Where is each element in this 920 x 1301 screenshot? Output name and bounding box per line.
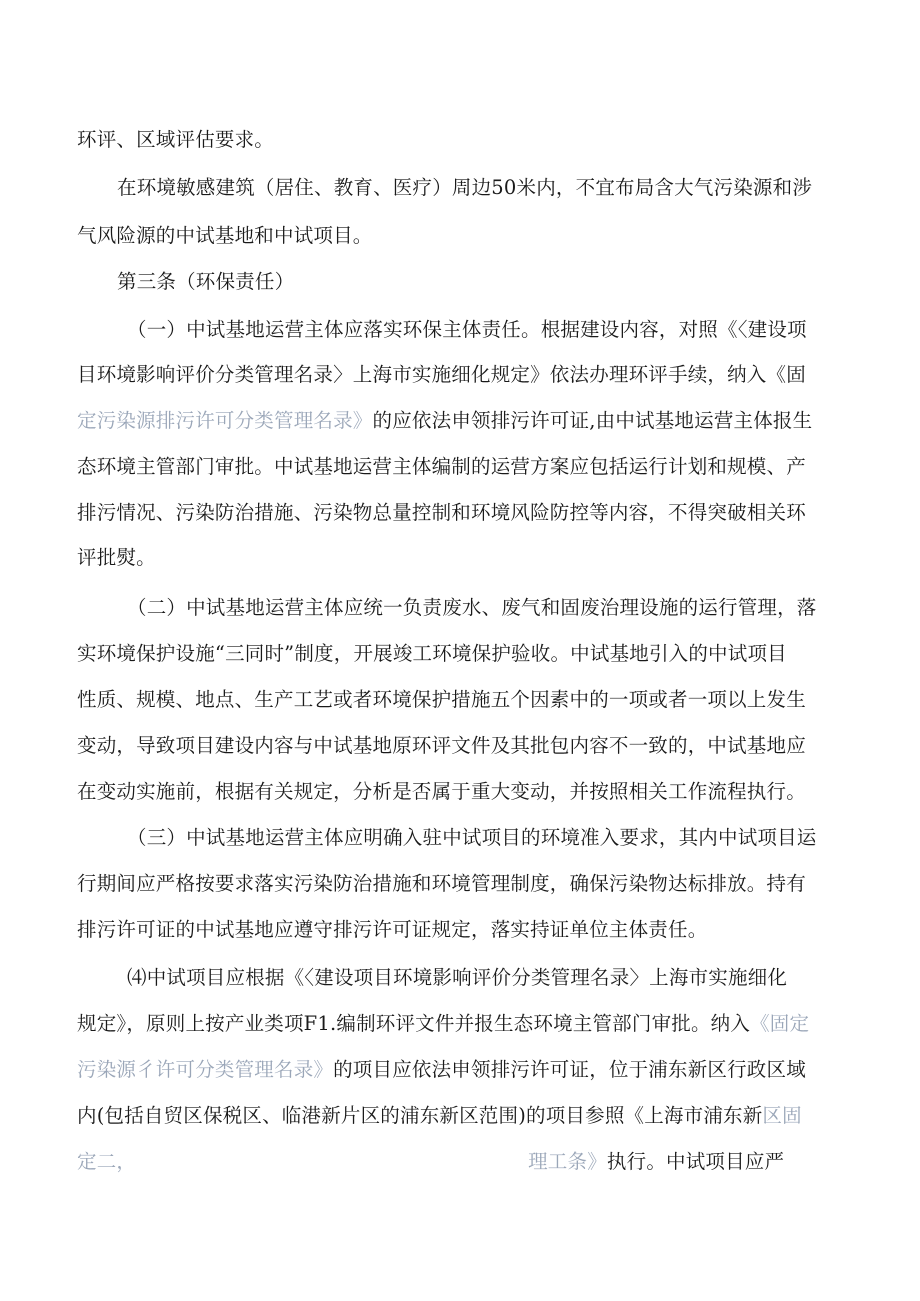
text-segment: 实环境保护设施“三同时”制度，开展竣工环境保护验收。中试基地引入的中试项目 <box>77 642 787 665</box>
text-line <box>77 1142 784 1182</box>
text-segment: 的应依法申领排污许可证,由中试基地运营主体报生 <box>372 409 813 432</box>
text-segment: （二）中试基地运营主体应统一负责废水、废气和固废治理设施的运行管理，落 <box>127 596 817 619</box>
text-segment: （一）中试基地运营主体应落实环保主体责任。根据建设内容，对照《〈建设项 <box>127 318 807 341</box>
text-segment: 规定》，原则上按产业类项F1.编制环评文件并报生态环境主管部门审批。纳入 <box>77 1012 751 1035</box>
text-segment: 气风险源的中试基地和中试项目。 <box>77 224 373 247</box>
text-line <box>127 818 817 858</box>
text-segment-faint: 区固 <box>762 1104 802 1127</box>
text-segment: ⑷中试项目应根据《〈建设项目环境影响评价分类管理名录〉上海市实施细化 <box>127 966 788 989</box>
text-segment-faint: 《固定 <box>750 1012 810 1035</box>
text-line <box>77 1050 806 1090</box>
text-line <box>77 1096 802 1136</box>
text-segment-faint: 定污染源排污许可分类管理名录》 <box>77 409 373 432</box>
text-segment: （三）中试基地运营主体应明确入驻中试项目的环境准入要求，其内中试项目运 <box>127 826 817 849</box>
text-line <box>77 401 812 441</box>
text-segment: 内(包括自贸区保税区、临港新片区的浦东新区范围)的项目参照《上海市浦东新 <box>77 1104 763 1127</box>
text-segment: 在变动实施前，根据有关规定，分析是否属于重大变动，并按照相关工作流程执行。 <box>77 780 806 803</box>
text-segment: 目环境影响评价分类管理名录〉上海市实施细化规定》依法办理环评手续，纳入《固 <box>77 363 806 386</box>
text-line <box>77 447 806 487</box>
text-line <box>77 726 806 766</box>
text-segment-faint: 定二， <box>77 1150 137 1173</box>
text-segment: 变动，导致项目建设内容与中试基地原环评文件及其批包内容不一致的，中试基地应 <box>77 734 806 757</box>
text-segment: 行期间应严格按要求落实污染防治措施和环境管理制度，确保污染物达标排放。持有 <box>77 872 806 895</box>
text-line <box>77 1004 809 1044</box>
text-line <box>77 910 707 950</box>
text-line <box>77 864 806 904</box>
text-line <box>77 493 806 533</box>
text-line <box>117 168 812 208</box>
text-line <box>77 538 156 578</box>
text-segment-faint: 污染源彳许可分类管理名录》 <box>77 1058 334 1081</box>
text-line <box>127 310 807 350</box>
text-line <box>77 634 787 674</box>
text-segment: 态环境主管部门审批。中试基地运营主体编制的运营方案应包括运行计划和规模、产 <box>77 455 806 478</box>
text-line <box>77 772 806 812</box>
text-segment: 排污情况、污染防治措施、污染物总量控制和环境风险防控等内容，不得突破相关环 <box>77 501 806 524</box>
section-heading <box>117 262 294 302</box>
text-segment: 的项目应依法申领排污许可证，位于浦东新区行政区域 <box>333 1058 806 1081</box>
text-line <box>77 355 806 395</box>
text-line <box>127 588 817 628</box>
text-segment-faint: 理工条》 <box>528 1150 607 1173</box>
text-segment: 排污许可证的中试基地应遵守排污许可证规定，落实持证单位主体责任。 <box>77 918 708 941</box>
text-line <box>127 958 787 998</box>
text-segment: 第三条（环保责任） <box>117 270 295 293</box>
text-segment: 性质、规模、地点、生产工艺或者环境保护措施五个因素中的一项或者一项以上发生 <box>77 688 806 711</box>
text-segment: 评批熨。 <box>77 546 156 569</box>
text-segment: 执行。中试项目应严 <box>606 1150 785 1173</box>
text-segment: 在环境敏感建筑（居住、教育、医疗）周边50米内，不宜布局含大气污染源和涉 <box>117 176 813 199</box>
text-line <box>77 120 274 160</box>
text-segment: 环评、区域评估要求。 <box>77 128 275 151</box>
text-line <box>77 216 373 256</box>
text-line <box>77 680 806 720</box>
